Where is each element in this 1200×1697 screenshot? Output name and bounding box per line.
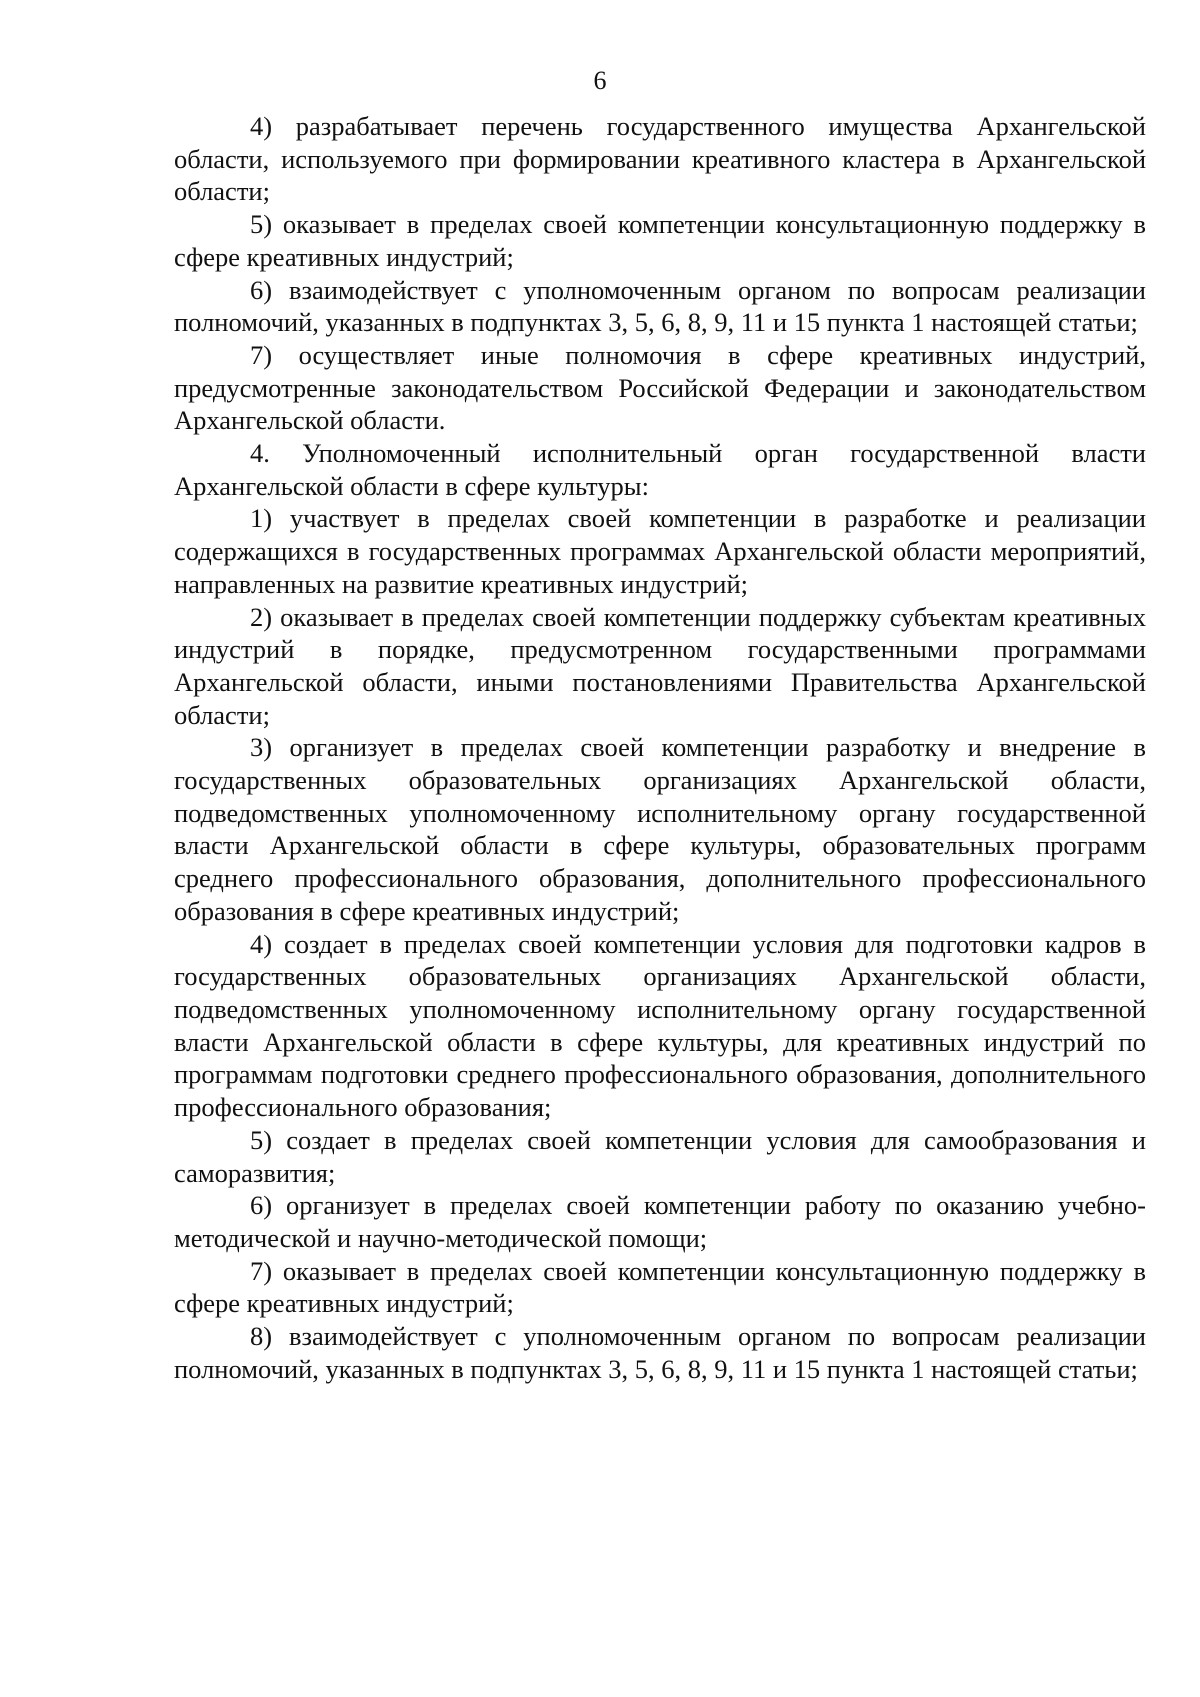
page-number: 6 — [593, 66, 607, 95]
document-body — [174, 110, 1146, 1385]
paragraph-section-4-heading: 4. Уполномоченный исполнительный орган государственной власти Архангельской области в сфере культуры: — [174, 438, 1146, 501]
paragraph-item-7-other-powers: 7) осуществляет иные полномочия в сфере креативных индустрий, предусмотренные законодательством Российской Федерации и законодательством Архангельской области. — [174, 339, 1146, 436]
paragraph-culture-item-7: 7) оказывает в пределах своей компетенции консультационную поддержку в сфере креативных индустрий; — [174, 1255, 1146, 1319]
paragraph-culture-item-8: 8) взаимодействует с уполномоченным органом по вопросам реализации полномочий, указанных в подпунктах 3, 5, 6, 8, 9, 11 и 15 пункта 1 настоящей статьи; — [174, 1321, 1146, 1384]
paragraph-culture-item-3: 3) организует в пределах своей компетенции разработку и внедрение в государственных образовательных организациях Архангельской области, подведомственных уполномоченному исполнительному органу государственной власти Архангельской области в сфере культуры, образовательных программ среднего профессионального образования, дополнительного профессионального образования в сфере креативных индустрий; — [174, 732, 1146, 926]
paragraph-item-4-property-list: 4) разрабатывает перечень государственного имущества Архангельской области, используемого при формировании креативного кластера в Архангельской области; — [174, 111, 1146, 207]
paragraph-item-5-consulting-support: 5) оказывает в пределах своей компетенции консультационную поддержку в сфере креативных индустрий; — [174, 209, 1146, 272]
paragraph-culture-item-2: 2) оказывает в пределах своей компетенции поддержку субъектам креативных индустрий в порядке, предусмотренном государственными программами Архангельской области, иными постановлениями Правительства Архангельской области; — [174, 601, 1146, 730]
paragraph-culture-item-6: 6) организует в пределах своей компетенции работу по оказанию учебно-методической и научно-методической помощи; — [174, 1190, 1146, 1253]
paragraph-item-6-interaction: 6) взаимодействует с уполномоченным органом по вопросам реализации полномочий, указанных в подпунктах 3, 5, 6, 8, 9, 11 и 15 пункта 1 настоящей статьи; — [174, 274, 1146, 338]
paragraph-culture-item-5: 5) создает в пределах своей компетенции условия для самообразования и саморазвития; — [174, 1124, 1146, 1188]
paragraph-culture-item-4: 4) создает в пределах своей компетенции условия для подготовки кадров в государственных образовательных организациях Архангельской области, подведомственных уполномоченному исполнительному органу государственной власти Архангельской области в сфере культуры, для креативных индустрий по программам подготовки среднего профессионального образования, дополнительного профессионального образования; — [174, 928, 1146, 1123]
paragraph-culture-item-1: 1) участвует в пределах своей компетенции в разработке и реализации содержащихся в государственных программах Архангельской области мероприятий, направленных на развитие креативных индустрий; — [174, 503, 1146, 599]
